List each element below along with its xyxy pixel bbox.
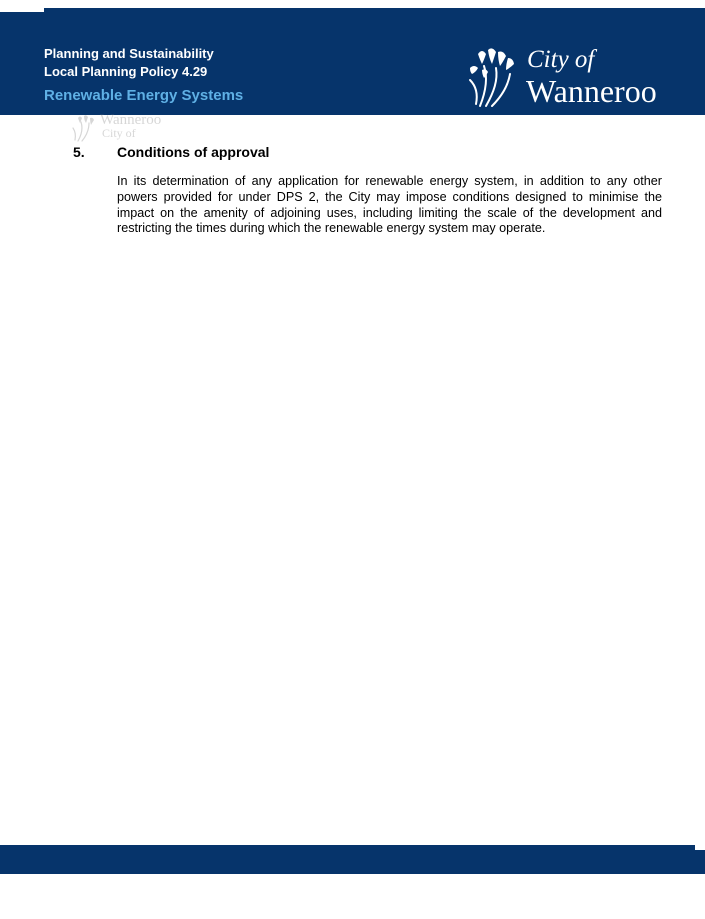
header-notch	[0, 8, 44, 12]
policy-number: Local Planning Policy 4.29	[44, 64, 208, 79]
city-logo	[466, 46, 676, 108]
watermark-text-1: Wanneroo	[100, 112, 162, 128]
policy-title: Renewable Energy Systems	[44, 87, 244, 104]
section-number: 5.	[73, 144, 85, 160]
watermark-logo	[72, 114, 182, 144]
section-title: Conditions of approval	[117, 144, 270, 160]
watermark-flower-icon	[72, 114, 98, 142]
kangaroo-paw-flower-icon	[466, 46, 522, 108]
watermark-text-2: City of	[102, 126, 136, 140]
section-body-paragraph: In its determination of any application for renewable energy system, in addition to any other powers provided for under DPS 2, the City may impose conditions designed to minimise the impact on the amenity of adjoining uses, including limiting the scale of the development and restricting the times during which the renewable energy system may operate.	[117, 174, 662, 236]
footer-band	[0, 845, 695, 874]
logo-city-of-text: City of	[527, 46, 595, 73]
logo-wanneroo-text: Wanneroo	[526, 73, 657, 109]
department-name: Planning and Sustainability	[44, 46, 214, 61]
footer-tab	[695, 850, 705, 874]
